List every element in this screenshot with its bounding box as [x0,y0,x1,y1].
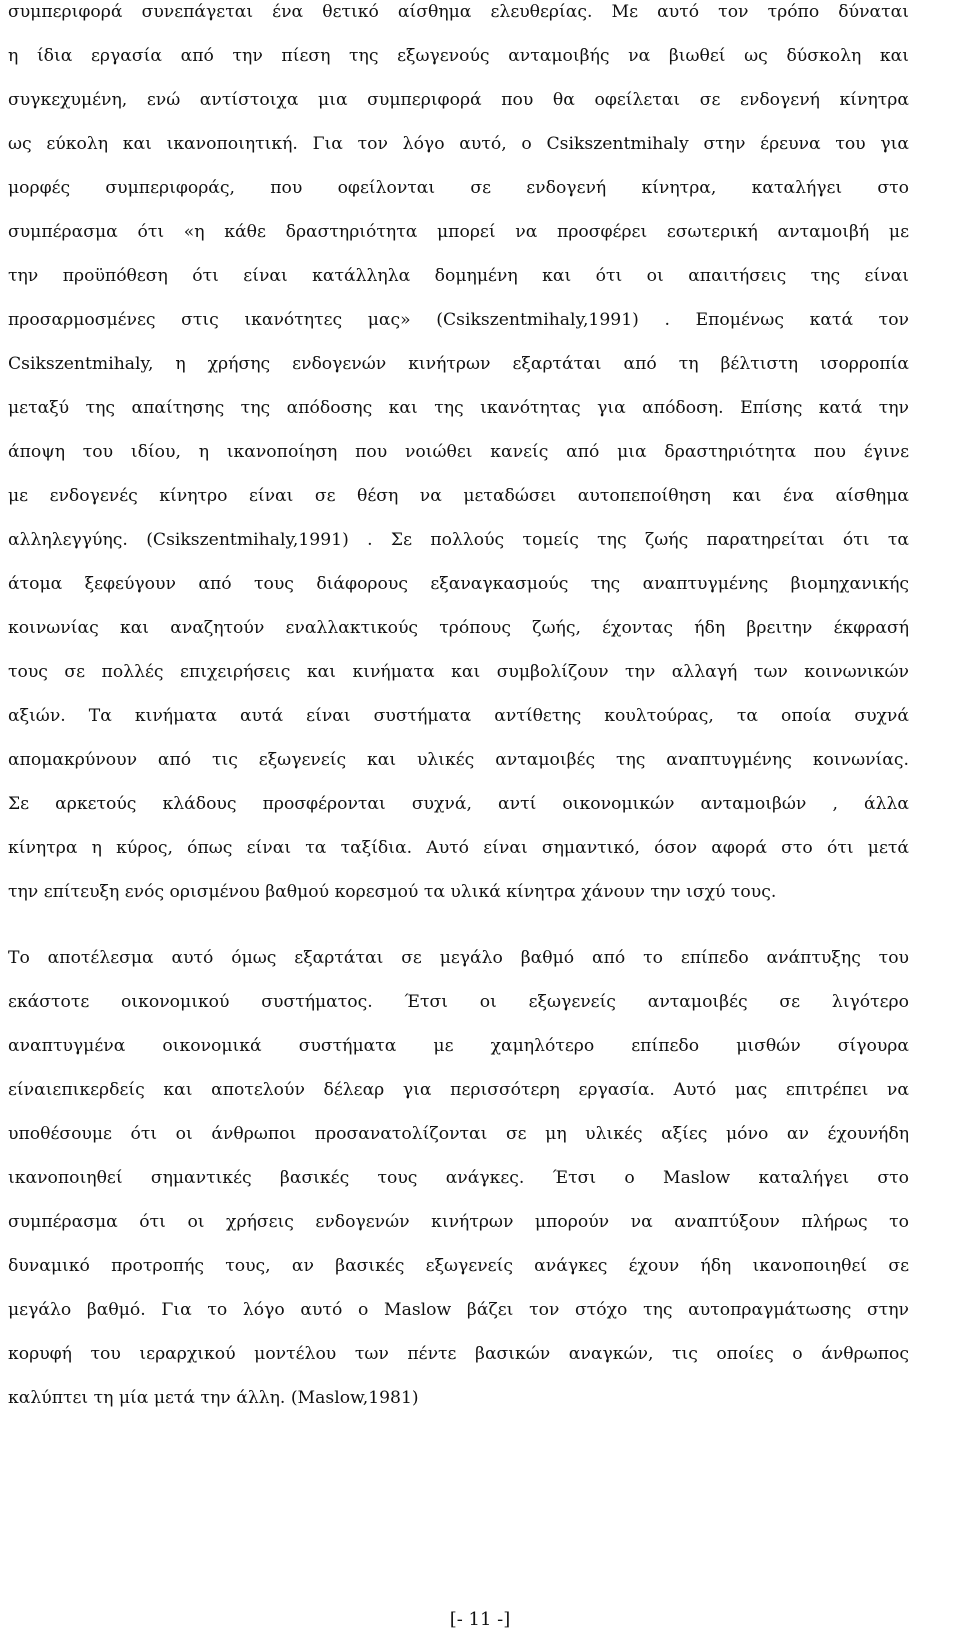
text-line: μεταξύ της απαίτησης της απόδοσης και της ικανότητας για απόδοση. Επίσης κατά την [8,398,909,418]
text-line: τους σε πολλές επιχειρήσεις και κινήματα και συμβολίζουν την αλλαγή των κοινωνικών [8,662,909,682]
text-line: Το αποτέλεσμα αυτό όμως εξαρτάται σε μεγάλο βαθμό από το επίπεδο ανάπτυξης του [8,948,909,968]
text-line: ικανοποιηθεί σημαντικές βασικές τους ανάγκες. Έτσι ο Maslow καταλήγει στο [8,1168,909,1188]
text-line: αξιών. Τα κινήματα αυτά είναι συστήματα αντίθετης κουλτούρας, τα οποία συχνά [8,706,909,726]
text-line: προσαρμοσμένες στις ικανότητες μας» (Csikszentmihaly,1991) . Επομένως κατά τον [8,310,909,330]
text-line: υποθέσουμε ότι οι άνθρωποι προσανατολίζονται σε μη υλικές αξίες μόνο αν έχουνήδη [8,1124,909,1144]
text-line: μεγάλο βαθμό. Για το λόγο αυτό ο Maslow βάζει τον στόχο της αυτοπραγμάτωσης στην [8,1300,909,1320]
page-number: [- 11 -] [449,1609,511,1630]
text-line: την προϋπόθεση ότι είναι κατάλληλα δομημένη και ότι οι απαιτήσεις της είναι [8,266,909,286]
text-line: εκάστοτε οικονομικού συστήματος. Έτσι οι εξωγενείς ανταμοιβές σε λιγότερο [8,992,909,1012]
text-line: αλληλεγγύης. (Csikszentmihaly,1991) . Σε πολλούς τομείς της ζωής παρατηρείται ότι τα [8,530,909,550]
text-line: συγκεχυμένη, ενώ αντίστοιχα μια συμπεριφορά που θα οφείλεται σε ενδογενή κίνητρα [8,90,909,110]
text-line: είναιεπικερδείς και αποτελούν δέλεαρ για περισσότερη εργασία. Αυτό μας επιτρέπει να [8,1080,909,1100]
text-line: απομακρύνουν από τις εξωγενείς και υλικές ανταμοιβές της αναπτυγμένης κοινωνίας. [8,750,909,770]
text-line: κορυφή του ιεραρχικού μοντέλου των πέντε βασικών αναγκών, τις οποίες ο άνθρωπος [8,1344,909,1364]
text-line: άποψη του ιδίου, η ικανοποίηση που νοιώθει κανείς από μια δραστηριότητα που έγινε [8,442,909,462]
text-line: Σε αρκετούς κλάδους προσφέρονται συχνά, αντί οικονομικών ανταμοιβών , άλλα [8,794,909,814]
text-line: ως εύκολη και ικανοποιητική. Για τον λόγο αυτό, ο Csikszentmihaly στην έρευνα του για [8,134,909,154]
text-line: καλύπτει τη μία μετά την άλλη. (Maslow,1981) [8,1388,419,1408]
text-line: αναπτυγμένα οικονομικά συστήματα με χαμηλότερο επίπεδο μισθών σίγουρα [8,1036,909,1056]
text-line: συμπέρασμα ότι οι χρήσεις ενδογενών κινήτρων μπορούν να αναπτύξουν πλήρως το [8,1212,909,1232]
text-line: δυναμικό προτροπής τους, αν βασικές εξωγενείς ανάγκες έχουν ήδη ικανοποιηθεί σε [8,1256,909,1276]
text-line: μορφές συμπεριφοράς, που οφείλονται σε ενδογενή κίνητρα, καταλήγει στο [8,178,909,198]
text-line: συμπεριφορά συνεπάγεται ένα θετικό αίσθημα ελευθερίας. Με αυτό τον τρόπο δύναται [8,2,909,22]
text-line: η ίδια εργασία από την πίεση της εξωγενούς ανταμοιβής να βιωθεί ως δύσκολη και [8,46,909,66]
text-line: συμπέρασμα ότι «η κάθε δραστηριότητα μπορεί να προσφέρει εσωτερική ανταμοιβή με [8,222,909,242]
text-line: άτομα ξεφεύγουν από τους διάφορους εξαναγκασμούς της αναπτυγμένης βιομηχανικής [8,574,909,594]
text-line: με ενδογενές κίνητρο είναι σε θέση να μεταδώσει αυτοπεποίθηση και ένα αίσθημα [8,486,909,506]
text-line: κίνητρα η κύρος, όπως είναι τα ταξίδια. Αυτό είναι σημαντικό, όσον αφορά στο ότι μετά [8,838,909,858]
text-line: κοινωνίας και αναζητούν εναλλακτικούς τρόπους ζωής, έχοντας ήδη βρειτην έκφρασή [8,618,909,638]
text-line: Csikszentmihaly, η χρήσης ενδογενών κινήτρων εξαρτάται από τη βέλτιστη ισορροπία [8,354,909,374]
text-line: την επίτευξη ενός ορισμένου βαθμού κορεσμού τα υλικά κίνητρα χάνουν την ισχύ τους. [8,882,777,902]
